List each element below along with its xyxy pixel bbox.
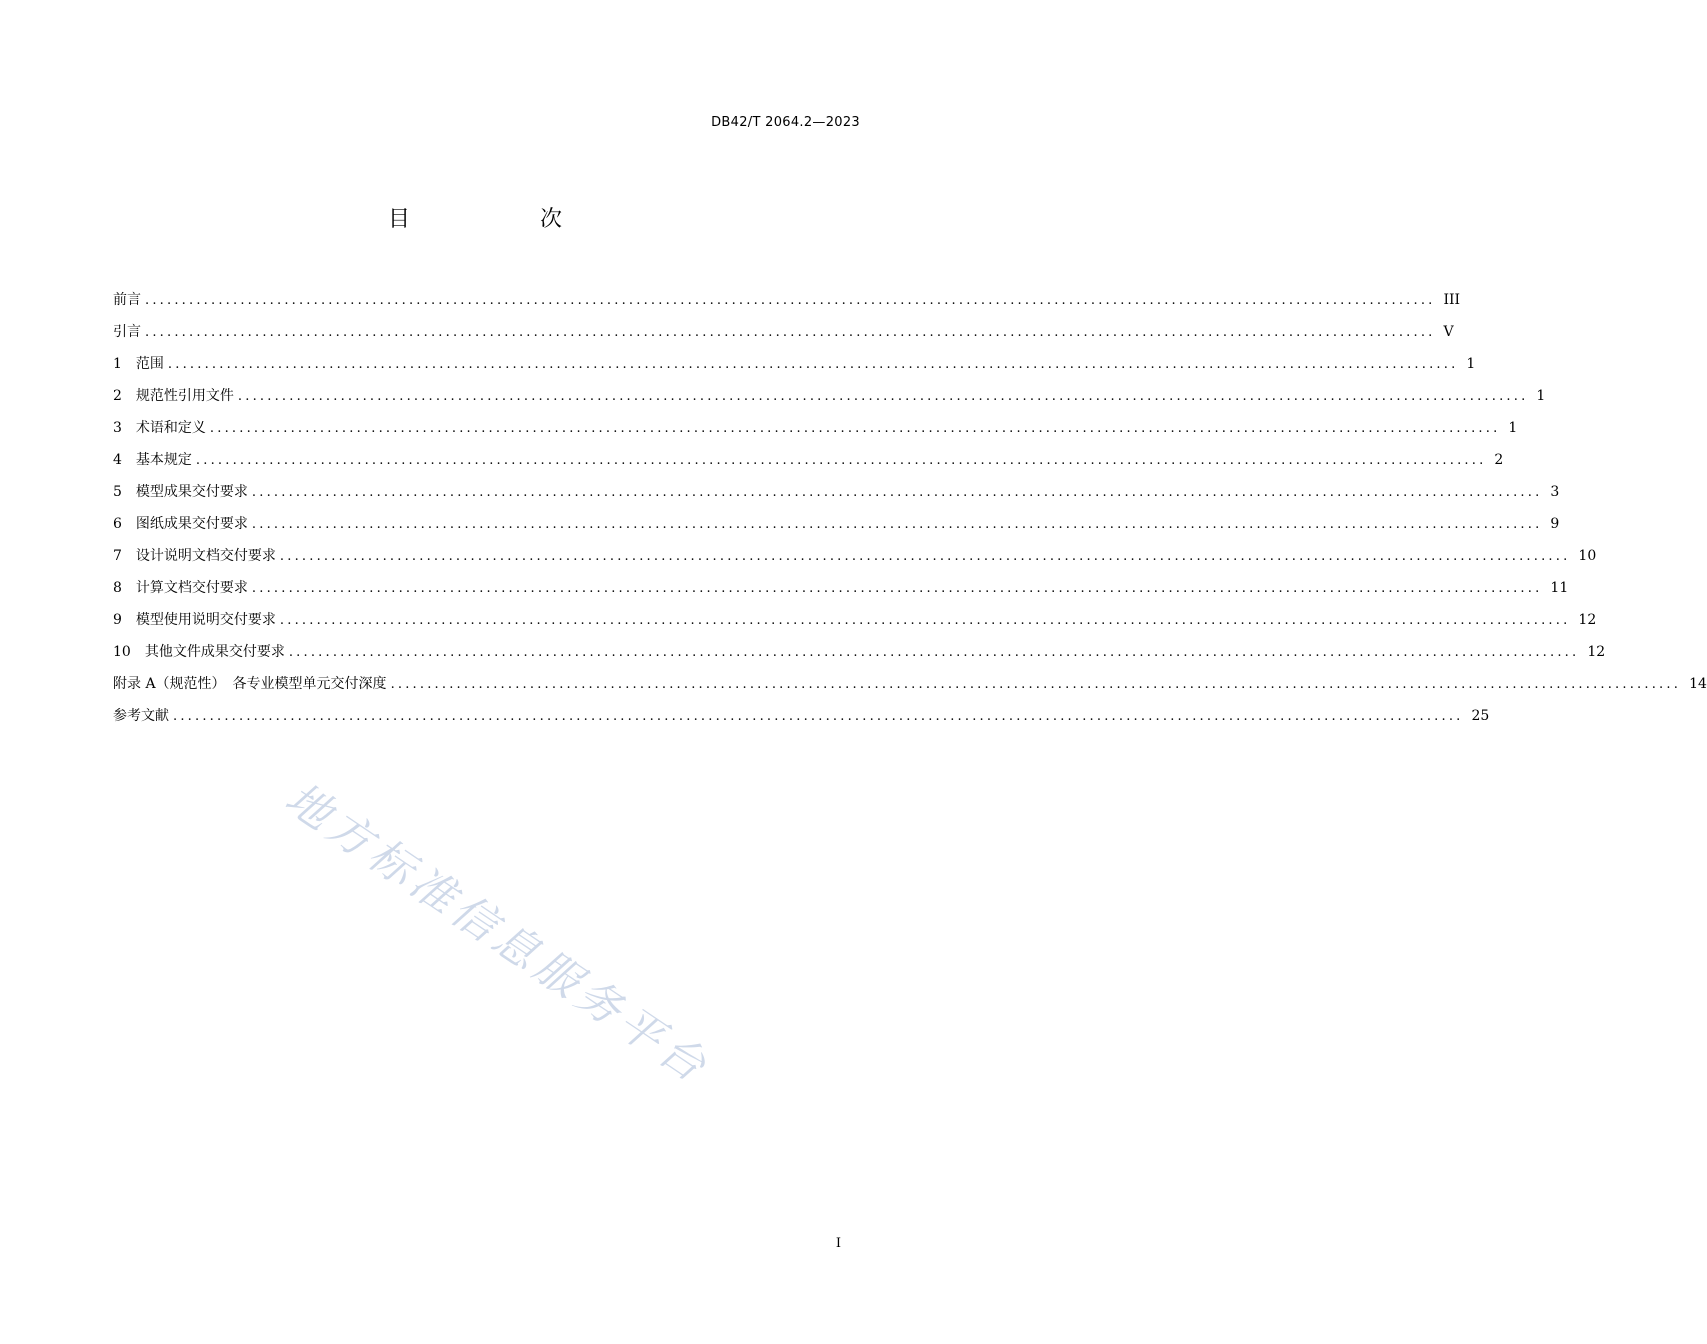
toc-entry-label: 1 范围 [113, 356, 164, 372]
toc-entry-label: 7 设计说明文档交付要求 [113, 548, 276, 564]
toc-leader-dots: ................................................................................................................................................................................ [251, 581, 1543, 596]
toc-entry-page: 1 [1508, 420, 1518, 436]
toc-entry-label: 2 规范性引用文件 [113, 388, 234, 404]
toc-leader-dots: ................................................................................................................................................................................ [209, 421, 1501, 436]
toc-leader-dots: ................................................................................................................................................................................ [279, 549, 1571, 564]
page-number: I [835, 1236, 841, 1251]
toc-entry-other-files[interactable] [113, 636, 1606, 668]
toc-entry-page: 14 [1689, 676, 1707, 692]
toc-entry-label: 3 术语和定义 [113, 420, 206, 436]
toc-leader-dots: ................................................................................................................................................................................ [237, 389, 1529, 404]
toc-entry-page: 10 [1578, 548, 1597, 564]
toc-entry-page: 2 [1494, 452, 1504, 468]
toc-leader-dots: ................................................................................................................................................................................ [167, 357, 1459, 372]
document-code: DB42/T 2064.2—2023 [711, 115, 860, 130]
toc-entry-foreword[interactable] [113, 284, 1461, 316]
toc-leader-dots: ................................................................................................................................................................................ [251, 517, 1543, 532]
toc-entry-label: 5 模型成果交付要求 [113, 484, 248, 500]
toc-leader-dots: ................................................................................................................................................................................ [195, 453, 1487, 468]
toc-entry-calculation-documents[interactable] [113, 572, 1569, 604]
toc-entry-label: 附录 A（规范性） 各专业模型单元交付深度 [113, 676, 387, 692]
toc-entry-normative-references[interactable] [113, 380, 1546, 412]
toc-leader-dots: ................................................................................................................................................................................ [251, 485, 1543, 500]
toc-entry-introduction[interactable] [113, 316, 1454, 348]
toc-leader-dots: ................................................................................................................................................................................ [145, 293, 1436, 308]
toc-entry-bibliography[interactable] [113, 700, 1490, 732]
toc-entry-drawing-delivery[interactable] [113, 508, 1560, 540]
toc-entry-page: 25 [1471, 708, 1490, 724]
toc-entry-page: 12 [1578, 612, 1597, 628]
toc-leader-dots: ................................................................................................................................................................................ [145, 325, 1436, 340]
toc-entry-page: 9 [1550, 516, 1560, 532]
toc-leader-dots: ................................................................................................................................................................................ [288, 645, 1580, 660]
toc-entry-label: 8 计算文档交付要求 [113, 580, 248, 596]
toc-leader-dots: ................................................................................................................................................................................ [390, 677, 1682, 692]
toc-entry-label: 4 基本规定 [113, 452, 192, 468]
watermark: 地方标准信息服务平台 [275, 772, 720, 1095]
toc-entry-page: 1 [1466, 356, 1476, 372]
toc-entry-label: 参考文献 [113, 708, 169, 724]
toc-entry-page: 12 [1587, 644, 1606, 660]
table-of-contents [113, 284, 1707, 732]
toc-entry-page: III [1443, 292, 1461, 308]
toc-entry-label: 10 其他文件成果交付要求 [113, 644, 285, 660]
toc-entry-basic-provisions[interactable] [113, 444, 1504, 476]
toc-entry-page: 11 [1550, 580, 1569, 596]
toc-leader-dots: ................................................................................................................................................................................ [279, 613, 1571, 628]
toc-entry-label: 6 图纸成果交付要求 [113, 516, 248, 532]
toc-entry-page: V [1443, 324, 1454, 340]
toc-entry-page: 3 [1550, 484, 1560, 500]
toc-entry-label: 引言 [113, 324, 141, 340]
toc-entry-scope[interactable] [113, 348, 1476, 380]
toc-entry-model-usage[interactable] [113, 604, 1597, 636]
toc-entry-label: 9 模型使用说明交付要求 [113, 612, 276, 628]
toc-entry-model-delivery[interactable] [113, 476, 1560, 508]
toc-entry-design-description[interactable] [113, 540, 1597, 572]
page-title: 目 次 [387, 207, 616, 232]
toc-entry-page: 1 [1536, 388, 1546, 404]
toc-entry-appendix-a[interactable] [113, 668, 1707, 700]
toc-leader-dots: ................................................................................................................................................................................ [173, 709, 1464, 724]
toc-entry-label: 前言 [113, 292, 141, 308]
toc-entry-terms-definitions[interactable] [113, 412, 1518, 444]
